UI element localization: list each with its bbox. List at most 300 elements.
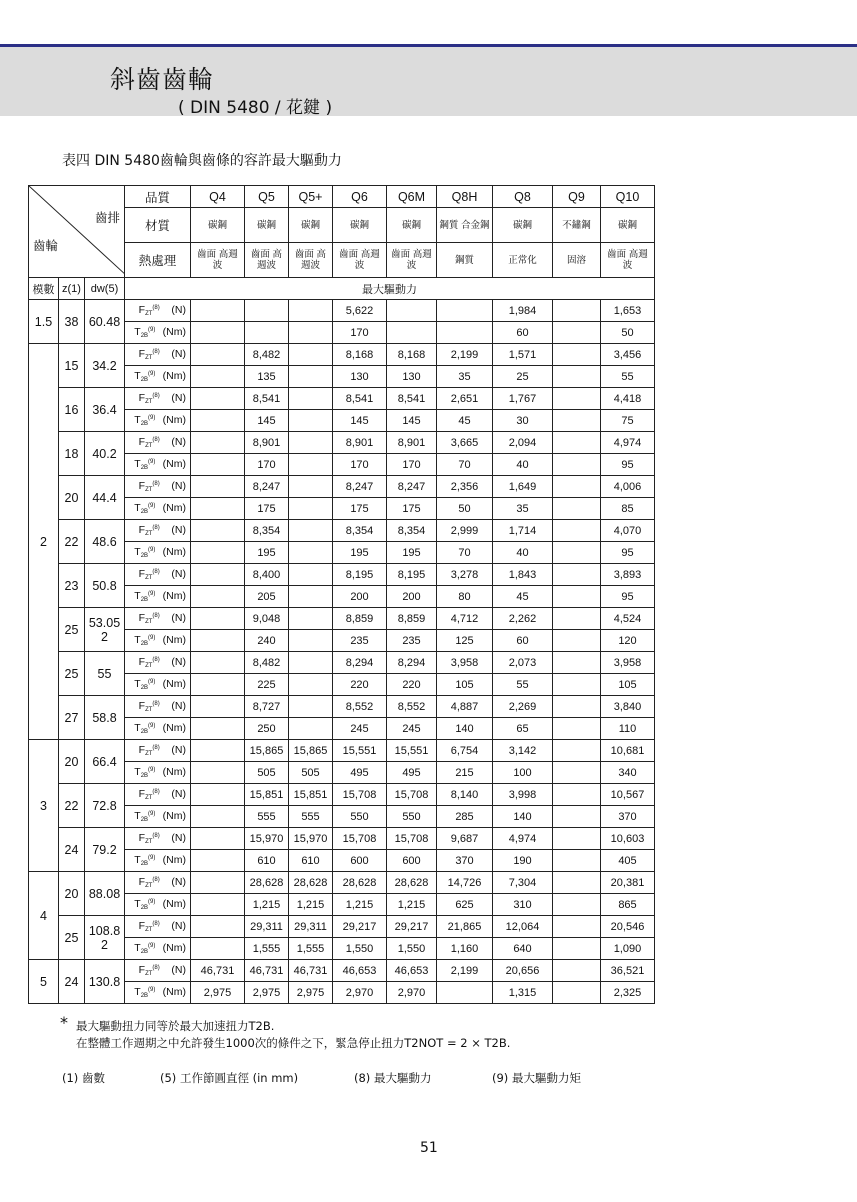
unit-label: (N): [171, 964, 186, 976]
torque-value: 140: [493, 806, 553, 828]
symbol-superscript: (8): [152, 745, 160, 751]
force-value: 28,628: [387, 872, 437, 894]
torque-value: 205: [245, 586, 289, 608]
force-value: [191, 828, 245, 850]
force-value: 2,269: [493, 696, 553, 718]
force-value: 8,552: [387, 696, 437, 718]
force-value: 4,418: [601, 388, 655, 410]
unit-label: (N): [171, 832, 186, 844]
heat-treatment-cell: 齒面 高週波: [601, 243, 655, 278]
force-label: [125, 652, 191, 674]
corner-gear-label: 齒輪: [33, 239, 59, 253]
torque-value: [191, 718, 245, 740]
force-value: 8,168: [387, 344, 437, 366]
module-cell: 2: [29, 344, 59, 740]
force-value: 8,482: [245, 652, 289, 674]
torque-value: 2,975: [191, 982, 245, 1004]
teeth-count-cell: 20: [59, 872, 85, 916]
torque-value: 45: [493, 586, 553, 608]
material-cell: 碳鋼: [601, 208, 655, 243]
torque-value: 85: [601, 498, 655, 520]
force-value: 46,731: [289, 960, 333, 982]
legend-item-5: (5) 工作節圓直徑 (in mm): [160, 1071, 299, 1085]
torque-value: 195: [333, 542, 387, 564]
symbol-superscript: (9): [148, 591, 156, 597]
teeth-count-cell: 22: [59, 784, 85, 828]
symbol-subscript: 2B: [140, 949, 149, 955]
torque-value: 170: [387, 454, 437, 476]
torque-value: 170: [333, 322, 387, 344]
torque-value: 370: [437, 850, 493, 872]
force-value: 1,984: [493, 300, 553, 322]
torque-value: 610: [289, 850, 333, 872]
force-value: 10,681: [601, 740, 655, 762]
force-value: 8,140: [437, 784, 493, 806]
pitch-diameter-cell: 53.05 2: [85, 608, 125, 652]
torque-value: [191, 806, 245, 828]
force-symbol: F: [138, 392, 146, 404]
module-cell: 4: [29, 872, 59, 960]
torque-value: [289, 322, 333, 344]
torque-value: 550: [387, 806, 437, 828]
teeth-count-cell: 25: [59, 608, 85, 652]
force-value: [437, 300, 493, 322]
force-label: [125, 872, 191, 894]
symbol-subscript: 2B: [140, 817, 149, 823]
torque-value: [289, 586, 333, 608]
torque-value: [553, 718, 601, 740]
heat-treatment-label: 熱處理: [125, 243, 191, 278]
force-label: [125, 432, 191, 454]
torque-value: 235: [387, 630, 437, 652]
force-symbol: F: [138, 700, 146, 712]
torque-label: [125, 674, 191, 696]
force-symbol: F: [138, 348, 146, 360]
unit-label: (N): [171, 392, 186, 404]
symbol-superscript: (9): [148, 899, 156, 905]
force-value: [553, 564, 601, 586]
symbol-superscript: (9): [148, 943, 156, 949]
torque-value: 130: [333, 366, 387, 388]
heat-treatment-cell: 正常化: [493, 243, 553, 278]
force-value: 15,851: [289, 784, 333, 806]
torque-value: [289, 498, 333, 520]
torque-value: 1,215: [289, 894, 333, 916]
torque-value: [289, 674, 333, 696]
torque-value: 2,970: [387, 982, 437, 1004]
torque-value: [191, 762, 245, 784]
torque-value: 1,555: [289, 938, 333, 960]
heat-treatment-cell: 齒面 高週波: [333, 243, 387, 278]
force-value: 29,311: [289, 916, 333, 938]
force-value: 15,708: [387, 784, 437, 806]
torque-value: 200: [333, 586, 387, 608]
force-symbol: F: [138, 876, 146, 888]
force-value: 20,656: [493, 960, 553, 982]
material-cell: 碳鋼: [333, 208, 387, 243]
torque-value: 235: [333, 630, 387, 652]
torque-value: 2,975: [245, 982, 289, 1004]
force-value: 8,859: [333, 608, 387, 630]
force-value: 7,304: [493, 872, 553, 894]
force-value: 2,094: [493, 432, 553, 454]
symbol-subscript: 2B: [140, 993, 149, 999]
torque-value: 1,215: [245, 894, 289, 916]
force-label: [125, 608, 191, 630]
symbol-superscript: (8): [152, 877, 160, 883]
torque-symbol: T: [134, 546, 141, 558]
quality-q4: Q4: [191, 186, 245, 208]
symbol-superscript: (8): [152, 569, 160, 575]
torque-symbol: T: [134, 502, 141, 514]
force-value: 5,622: [333, 300, 387, 322]
torque-value: [553, 806, 601, 828]
torque-label: [125, 586, 191, 608]
force-value: 8,195: [387, 564, 437, 586]
torque-value: 110: [601, 718, 655, 740]
symbol-superscript: (9): [148, 503, 156, 509]
unit-label: (N): [171, 744, 186, 756]
unit-label: (Nm): [162, 590, 186, 602]
symbol-subscript: ZT: [145, 531, 153, 537]
force-value: 8,195: [333, 564, 387, 586]
teeth-count-cell: 38: [59, 300, 85, 344]
torque-symbol: T: [134, 722, 141, 734]
torque-value: 625: [437, 894, 493, 916]
torque-value: [387, 322, 437, 344]
corner-header: [29, 186, 125, 278]
torque-label: [125, 850, 191, 872]
torque-symbol: T: [134, 370, 141, 382]
symbol-superscript: (9): [148, 811, 156, 817]
force-symbol: F: [138, 964, 146, 976]
torque-value: 25: [493, 366, 553, 388]
symbol-subscript: 2B: [140, 597, 149, 603]
torque-value: 95: [601, 542, 655, 564]
symbol-subscript: ZT: [145, 575, 153, 581]
unit-label: (Nm): [162, 810, 186, 822]
torque-value: 1,550: [333, 938, 387, 960]
torque-value: 170: [333, 454, 387, 476]
force-value: [553, 344, 601, 366]
torque-value: 170: [245, 454, 289, 476]
torque-symbol: T: [134, 854, 141, 866]
force-value: 8,247: [333, 476, 387, 498]
symbol-subscript: ZT: [145, 751, 153, 757]
torque-value: 505: [245, 762, 289, 784]
force-symbol: F: [138, 480, 146, 492]
symbol-subscript: ZT: [145, 839, 153, 845]
torque-value: [553, 762, 601, 784]
unit-label: (Nm): [162, 326, 186, 338]
force-symbol: F: [138, 832, 146, 844]
torque-value: [191, 850, 245, 872]
force-value: 15,551: [387, 740, 437, 762]
symbol-superscript: (9): [148, 371, 156, 377]
force-value: 20,546: [601, 916, 655, 938]
torque-label: [125, 630, 191, 652]
force-value: 36,521: [601, 960, 655, 982]
force-value: 4,974: [493, 828, 553, 850]
force-value: [553, 520, 601, 542]
force-value: [191, 696, 245, 718]
force-symbol: F: [138, 436, 146, 448]
quality-q5-plus: Q5+: [289, 186, 333, 208]
force-symbol: F: [138, 656, 146, 668]
force-value: [289, 652, 333, 674]
force-value: [289, 344, 333, 366]
force-value: 8,901: [245, 432, 289, 454]
dw-column-header: dw(5): [85, 278, 125, 300]
heat-treatment-cell: 齒面 高週波: [245, 243, 289, 278]
torque-value: 120: [601, 630, 655, 652]
torque-value: [553, 630, 601, 652]
z-column-header: z(1): [59, 278, 85, 300]
torque-value: 125: [437, 630, 493, 652]
force-value: 15,851: [245, 784, 289, 806]
torque-label: [125, 806, 191, 828]
force-value: 4,524: [601, 608, 655, 630]
force-label: [125, 476, 191, 498]
symbol-subscript: ZT: [145, 399, 153, 405]
torque-label: [125, 322, 191, 344]
footnote-star: *: [60, 1013, 68, 1032]
force-value: 8,294: [387, 652, 437, 674]
force-value: 8,901: [333, 432, 387, 454]
torque-value: 285: [437, 806, 493, 828]
torque-value: [553, 410, 601, 432]
symbol-superscript: (9): [148, 635, 156, 641]
torque-value: 220: [333, 674, 387, 696]
teeth-count-cell: 22: [59, 520, 85, 564]
torque-value: [553, 542, 601, 564]
torque-value: 60: [493, 630, 553, 652]
force-value: 1,649: [493, 476, 553, 498]
symbol-superscript: (8): [152, 657, 160, 663]
torque-value: 30: [493, 410, 553, 432]
force-value: 2,999: [437, 520, 493, 542]
torque-value: [191, 454, 245, 476]
torque-value: 175: [245, 498, 289, 520]
force-value: 3,840: [601, 696, 655, 718]
force-value: 29,311: [245, 916, 289, 938]
quality-q6m: Q6M: [387, 186, 437, 208]
torque-value: 550: [333, 806, 387, 828]
torque-value: 40: [493, 542, 553, 564]
force-value: 20,381: [601, 872, 655, 894]
teeth-count-cell: 24: [59, 828, 85, 872]
unit-label: (N): [171, 524, 186, 536]
unit-label: (N): [171, 788, 186, 800]
force-symbol: F: [138, 524, 146, 536]
torque-value: 1,215: [333, 894, 387, 916]
pitch-diameter-cell: 130.8: [85, 960, 125, 1004]
quality-q6: Q6: [333, 186, 387, 208]
torque-value: 2,970: [333, 982, 387, 1004]
torque-value: [191, 322, 245, 344]
force-value: [553, 740, 601, 762]
force-value: 9,048: [245, 608, 289, 630]
torque-value: [191, 410, 245, 432]
material-cell: 鋼質 合金鋼: [437, 208, 493, 243]
force-value: 21,865: [437, 916, 493, 938]
torque-value: 405: [601, 850, 655, 872]
torque-value: 600: [333, 850, 387, 872]
force-value: 1,767: [493, 388, 553, 410]
torque-symbol: T: [134, 326, 141, 338]
force-value: 8,354: [387, 520, 437, 542]
force-value: 1,843: [493, 564, 553, 586]
force-value: [553, 696, 601, 718]
force-value: 14,726: [437, 872, 493, 894]
pitch-diameter-cell: 108.8 2: [85, 916, 125, 960]
force-value: [191, 784, 245, 806]
force-value: 2,262: [493, 608, 553, 630]
legend-item-1: (1) 齒數: [62, 1071, 105, 1085]
force-value: 10,603: [601, 828, 655, 850]
force-value: 15,708: [333, 784, 387, 806]
unit-label: (Nm): [162, 458, 186, 470]
unit-label: (Nm): [162, 414, 186, 426]
force-value: 2,073: [493, 652, 553, 674]
torque-value: 610: [245, 850, 289, 872]
symbol-superscript: (8): [152, 789, 160, 795]
torque-value: [191, 498, 245, 520]
symbol-superscript: (9): [148, 767, 156, 773]
pitch-diameter-cell: 44.4: [85, 476, 125, 520]
torque-label: [125, 938, 191, 960]
unit-label: (N): [171, 436, 186, 448]
force-value: 1,653: [601, 300, 655, 322]
torque-value: [191, 938, 245, 960]
torque-symbol: T: [134, 766, 141, 778]
symbol-subscript: 2B: [140, 729, 149, 735]
pitch-diameter-cell: 55: [85, 652, 125, 696]
force-value: 2,651: [437, 388, 493, 410]
footnote-line-1: 最大驅動扭力同等於最大加速扭力T2B.: [76, 1019, 275, 1033]
symbol-subscript: 2B: [140, 685, 149, 691]
unit-label: (Nm): [162, 370, 186, 382]
force-value: 8,552: [333, 696, 387, 718]
force-value: [289, 432, 333, 454]
torque-value: [289, 542, 333, 564]
torque-value: 65: [493, 718, 553, 740]
symbol-superscript: (8): [152, 965, 160, 971]
torque-value: 70: [437, 454, 493, 476]
unit-label: (N): [171, 304, 186, 316]
page-subtitle: ( DIN 5480 / 花鍵 ): [178, 98, 333, 118]
teeth-count-cell: 25: [59, 652, 85, 696]
symbol-subscript: ZT: [145, 619, 153, 625]
force-value: 8,400: [245, 564, 289, 586]
symbol-superscript: (9): [148, 723, 156, 729]
torque-value: 75: [601, 410, 655, 432]
force-value: 15,970: [245, 828, 289, 850]
torque-label: [125, 762, 191, 784]
footnote-line-2: 在整體工作週期之中允許發生1000次的條件之下，緊急停止扭力T2NOT = 2 × T2B.: [76, 1036, 511, 1050]
torque-value: 45: [437, 410, 493, 432]
teeth-count-cell: 23: [59, 564, 85, 608]
force-value: 8,247: [245, 476, 289, 498]
symbol-superscript: (8): [152, 833, 160, 839]
force-value: 8,541: [245, 388, 289, 410]
force-value: 4,712: [437, 608, 493, 630]
symbol-subscript: 2B: [140, 641, 149, 647]
teeth-count-cell: 25: [59, 916, 85, 960]
force-symbol: F: [138, 568, 146, 580]
torque-value: 245: [333, 718, 387, 740]
symbol-subscript: ZT: [145, 971, 153, 977]
pitch-diameter-cell: 34.2: [85, 344, 125, 388]
page-number: 51: [420, 1140, 438, 1156]
torque-value: 195: [245, 542, 289, 564]
force-value: 8,541: [333, 388, 387, 410]
force-value: 46,731: [245, 960, 289, 982]
material-cell: 不鏽鋼: [553, 208, 601, 243]
torque-value: 555: [245, 806, 289, 828]
torque-label: [125, 454, 191, 476]
symbol-superscript: (9): [148, 987, 156, 993]
torque-value: [553, 322, 601, 344]
force-label: [125, 960, 191, 982]
torque-value: [553, 894, 601, 916]
force-value: [289, 388, 333, 410]
pitch-diameter-cell: 48.6: [85, 520, 125, 564]
force-value: 3,893: [601, 564, 655, 586]
torque-value: [553, 850, 601, 872]
force-value: 8,482: [245, 344, 289, 366]
torque-value: [553, 366, 601, 388]
force-value: [191, 608, 245, 630]
force-value: [289, 476, 333, 498]
torque-label: [125, 498, 191, 520]
torque-value: [191, 674, 245, 696]
corner-rack-label: 齒排: [94, 211, 120, 225]
symbol-superscript: (9): [148, 459, 156, 465]
force-value: [289, 696, 333, 718]
pitch-diameter-cell: 66.4: [85, 740, 125, 784]
torque-value: 175: [387, 498, 437, 520]
force-value: [191, 652, 245, 674]
max-force-header: 最大驅動力: [125, 278, 655, 300]
torque-value: 105: [437, 674, 493, 696]
module-cell: 5: [29, 960, 59, 1004]
torque-value: [553, 498, 601, 520]
unit-label: (N): [171, 876, 186, 888]
symbol-superscript: (9): [148, 415, 156, 421]
torque-value: 495: [333, 762, 387, 784]
material-cell: 碳鋼: [289, 208, 333, 243]
force-label: [125, 828, 191, 850]
torque-value: 190: [493, 850, 553, 872]
torque-value: 195: [387, 542, 437, 564]
torque-symbol: T: [134, 810, 141, 822]
torque-value: [191, 894, 245, 916]
material-cell: 碳鋼: [387, 208, 437, 243]
unit-label: (N): [171, 920, 186, 932]
symbol-subscript: 2B: [140, 861, 149, 867]
torque-value: 95: [601, 586, 655, 608]
heat-treatment-cell: 齒面 高週波: [387, 243, 437, 278]
torque-value: 640: [493, 938, 553, 960]
force-value: 4,974: [601, 432, 655, 454]
material-label: 材質: [125, 208, 191, 243]
heat-treatment-cell: 齒面 高週波: [289, 243, 333, 278]
force-table: [28, 185, 655, 1004]
symbol-superscript: (8): [152, 437, 160, 443]
unit-label: (N): [171, 480, 186, 492]
torque-value: 340: [601, 762, 655, 784]
